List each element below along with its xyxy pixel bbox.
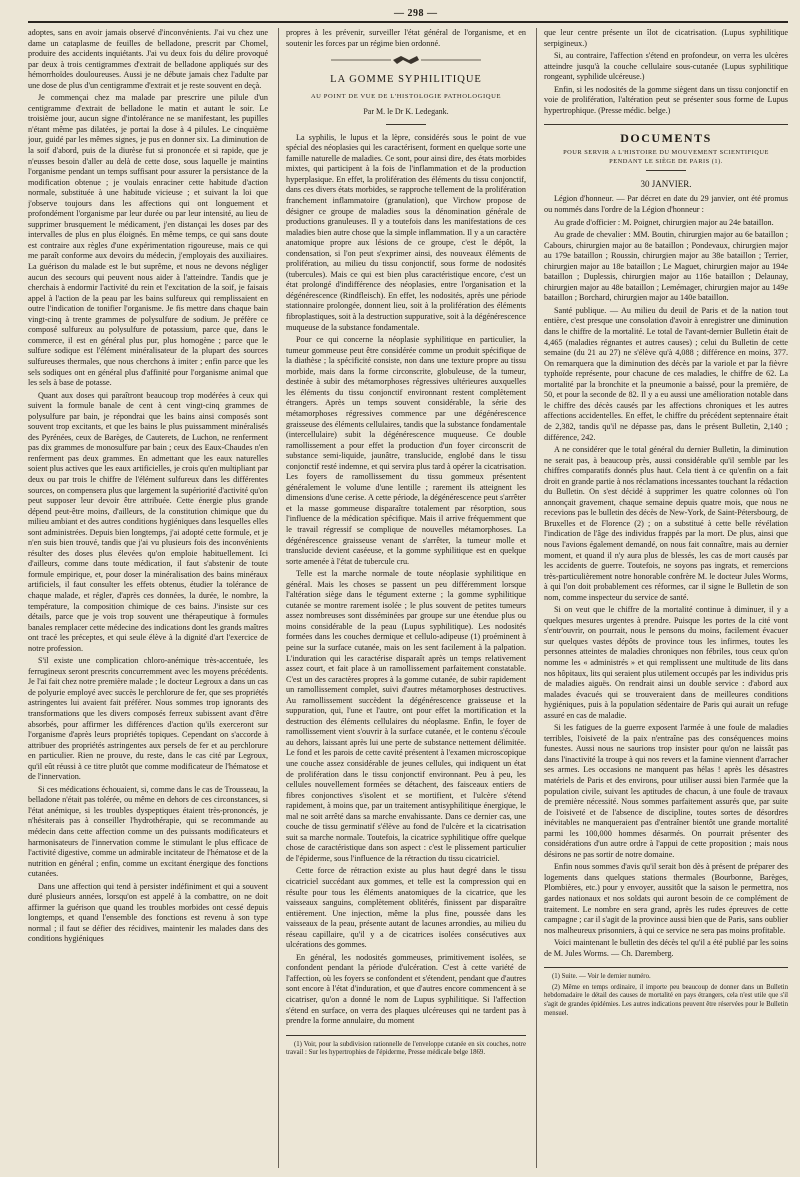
paragraph: Dans une affection qui tend à persister indéfiniment et qui a souvent duré plusieurs années, lorsqu'on est appelé à la combattre, on ne doit affirmer la guérison que quand les troubles morbides ont cessé depuis longtemps, et quand l'ensemble des fonctions est revenu à son type normal ; il faut se défier des récidives, maintenir les malades dans des conditions hygiéniques	[28, 881, 268, 944]
paragraph: Quant aux doses qui paraîtront beaucoup trop modérées à ceux qui suivent la formule banale de cent à cent vingt-cinq grammes de polysulfure par bain, je répondrai que les bains ainsi composés sont souvent trop excitants, et que les bains le plus puissamment minéralisés des Pyrénées, ceux de Barèges, de Cauterets, de Luchon, ne renferment pas dix grammes de monosulfure par bain ; ceux des Eaux-Chaudes n'en renferment pas deux grammes. En admettant que les eaux naturelles soient plus actives que les eaux artificielles, je crois qu'en multipliant par deux ou par trois le chiffre de l'élément sulfureux dans les différentes sources, on compensera plus que largement la supériorité d'activité qu'on peut supposer leur devoir être attribuée. Cette énergie plus grande dépend peut-être moins, d'ailleurs, de la constitution chimique que du milieu ambiant et des autres conditions hygiéniques dans lesquelles elles sont administrées. Depuis bien longtemps, j'ai adopté cette formule, et je n'en suis bien trouvé, tandis que j'ai vu plusieurs fois des inconvénients résulter des doses plus élevées qu'on emploie habituellement. Ici d'ailleurs, comme dans toute médication, il faut s'abstenir de toute formule empirique, et, pour doser la minéralisation des bains minéraux artificiels, il faut consulter les effets obtenus, étudier la tolérance de chaque malade, et régler, d'après ces données, la durée, le nombre, la température, la composition chimique de ces bains. J'insiste sur ces détails, parce que je vois trop souvent une thérapeutique à formules banales remplacer cette médecine des indications dont les grands maîtres ont tracé les préceptes, et qui seule élève à la dignité d'art l'exercice de notre profession.	[28, 390, 268, 653]
section-rule	[544, 124, 788, 125]
article-subtitle: AU POINT DE VUE DE L'HISTOLOGIE PATHOLOGIQUE	[310, 92, 502, 100]
footnote: (2) Même en temps ordinaire, il importe peu beaucoup de donner dans un Bulletin hebdomadaire le détail des causes de mortalité en pays étrangers, cela n'est utile que s'il s'agit de grandes épidémies. Les autres indications peuvent être réservées pour le Bulletin mensuel.	[544, 983, 788, 1017]
paragraph: Santé publique. — Au milieu du deuil de Paris et de la nation tout entière, c'est presque une consolation d'avoir à enregistrer une diminution dans le chiffre de la mortalité. Le total de l'avant-dernier Bulletin était de 4,465 (maladies régnantes et autres causes) ; celui du Bulletin de cette semaine (du 21 au 27) ne s'élève qu'à 4,088 ; différence en moins, 377. On remarquera que la diminution des décès par la variole et par la fièvre typhoïde représente, pour chacune de ces maladies, le chiffre de 62. La mortalité par la bronchite et la pneumonie a baissé, pour la première, de 50, et pour la seconde de 82. Il y a eu aussi une amélioration notable dans le chiffre des décès causés par les affections chroniques et les autres affections accidentelles. En effet, le chiffre du précédent septennaire était de 2,382, tandis qu'il ne dépasse pas, dans le présent Bulletin, 2,140 ; différence, 242.	[544, 305, 788, 442]
paragraph: Au grade de chevalier : MM. Boutin, chirurgien major au 6e bataillon ; Cabours, chirurgien major au 8e bataillon ; Pondevaux, chirurgien major au 179e bataillon ; Roussin, chirurgien major au 38e bataillon ; Terrier, chirurgien major au 18e bataillon ; Le Maguet, chirurgien major au 194e bataillon ; Duplessis, chirurgien major au 116e bataillon ; Delaunay, chirurgien major au 48e bataillon ; Lemémager, chirurgien major au 149e bataillon ; Borchard, chirurgien major au 140e bataillon.	[544, 230, 788, 303]
column-right	[544, 28, 788, 1168]
article-title: LA GOMME SYPHILITIQUE	[330, 74, 482, 86]
page-header	[28, 4, 788, 24]
short-rule	[386, 124, 426, 125]
paragraph: Si, au contraire, l'affection s'étend en profondeur, on verra les ulcères atteindre jusqu'à la couche cellulaire sous-cutanée (Lupus syphilitique rongeant, syphilide ulcéreuse.)	[544, 51, 788, 82]
paragraph: Je commençai chez ma malade par prescrire une pilule d'un centigramme d'extrait de belladone le matin et autant le soir. Le troisième jour, aucun signe d'intolérance ne se manifestant, les pupilles n'étant même pas dilatées, je portai la dose à 4 pilules. Le cinquième jour, guidé par les mêmes signes, je pus en donner six. La diminution de la soif d'abord, puis de la diurèse fut si prononcée et si rapide, que je n'eusses besoin d'aller au delà de cette dose, sous laquelle je maintins l'organisme pendant un temps suffisant pour assurer la persistance de la modification obtenue ; je voulais enraciner cette habitude d'action normale, substituée à une habitude vicieuse ; et suivant la loi que j'observe toujours dans les affections qui ont longuement et profondément l'organisme par leur durée ou par leur intensité, au lieu de supprimer brusquement le médicament, j'en distançai les doses par des intervalles de plus en plus éloignés. En même temps, ce qui sans doute est contraire aux règles d'une expérimentation rigoureuse, mais ce qui me paraît conforme aux devoirs du médecin, j'employais des auxiliaires. La guérison du malade est le but suprême, et nous ne devons négliger aucun des secours qui peuvent nous aider à l'atteindre. Tandis que je cherchais à endormir l'activité du rein et l'excitation de la soif, je faisais appel à l'action de la peau par les bains sulfureux qui remplissaient en outre l'indication de tonifier l'organisme. Je fis mettre dans chaque bain vingt-cinq à trente grammes de polysulfure de sodium. Je préfère ce composé sulfureux au polysulfure de potassium, parce que, dans le commerce, il est en général plus pur, plus homogène ; parce que le sulfure sodique est l'élément minéralisateur de la plupart des sources sulfureuses thermales, que nous cherchons à imiter ; enfin parce que les sels sodiques ont en général plus d'affinité pour l'organisme animal que les sels à base de potasse.	[28, 93, 268, 388]
paragraph: Si les fatigues de la guerre exposent l'armée à une foule de maladies terribles, l'oisiveté de la paix n'entraîne pas des conséquences moins funestes. Aussi nous ne saurions trop insister pour qu'on ne laissât pas dans l'inactivité la troupe à qui nos revers et la famine viennent d'arracher ses armes. Les occasions ne manquent pas hélas ! après les désastres matériels de Paris et des environs, pour utiliser aussi bien l'armée que la population civile, suivant les aptitudes de chacun, à une foule de travaux de première nécessité. Nous sommes parfaitement assurés que, par suite de l'oisiveté et de l'absence de discipline, toutes sortes de désordres inévitables ne manqueraient pas d'entraîner bientôt une grande mortalité parmi les 100,000 hommes désarmés. On pourrait présenter des considérations d'un autre ordre à l'appui de cette proposition ; mais nous désirons ne pas sortir de notre domaine.	[544, 723, 788, 859]
column-divider	[536, 28, 537, 1168]
paragraph: Enfin, si les nodosités de la gomme siègent dans un tissu conjonctif en voie de prolifération, l'altération peut se présenter sous forme de Lupus hypertrophique. (Presse médic. belge.)	[544, 84, 788, 115]
paragraph: Enfin nous sommes d'avis qu'il serait bon dès à présent de préparer des logements dans quelques stations thermales (Bourbonne, Barèges, Plombières, etc.) pour y envoyer, aussitôt que la saison le permettra, nos gardes nationaux et nos soldats qui auront besoin de ce complément de traitement. Le nombre en sera grand, après les rudes épreuves de cette campagne ; car il s'agit de la province aussi bien que de Paris, sans oublier nos malheureux prisonniers, à qui ce service ne sera pas moins profitable.	[544, 862, 788, 935]
footnote: (1) Suite. — Voir le dernier numéro.	[552, 973, 651, 981]
ornament-separator	[286, 55, 526, 67]
paragraph: Cette force de rétraction existe au plus haut degré dans le tissu cicatriciel succédant aux gommes, et telle est la compression qui en résulte pour tous les éléments anatomiques de la cicatrice, que les vaisseaux sanguins, complètement oblitérés, finissent par disparaître entièrement. Une injection, même la plus fine, poussée dans les vaisseaux de la peau, présente autant de lacunes arrondies, au milieu du réseau capillaire, qu'il y a de cicatrices isolées consécutives aux ulcérations des gommes.	[286, 866, 526, 950]
column-divider	[278, 28, 279, 1168]
article-byline: Par M. le Dr K. Ledegank.	[363, 107, 449, 117]
paragraph: adoptes, sans en avoir jamais observé d'inconvénients. J'ai vu chez une dame un cataplasme de feuilles de belladone, prescrit par Chomel, produire des accidents inquiétants. J'ai vu deux fois du délire provoqué par deux à trois centigrammes d'extrait de belladone appliqués sur des hémorrhoïdes douloureuses. Aussi je ne débute jamais chez l'adulte par une dose de plus d'un centigramme d'extrait et je reste souvent en deçà.	[28, 28, 268, 90]
short-rule	[646, 170, 686, 171]
section-subtitle	[544, 148, 788, 166]
section-subtitle-line: PENDANT LE SIÈGE DE PARIS (1).	[609, 157, 723, 165]
paragraph: A ne considérer que le total général du dernier Bulletin, la diminution ne serait pas, à beaucoup près, aussi considérable qu'il semble par les chiffres comparatifs donnés plus haut. Cela tient à ce qu'enfin on a fait droit en grande partie à nos réclamations incessantes touchant la rédaction du Bulletin. On s'est décidé à supprimer les quatre colonnes où l'on annonçait gravement, chaque semaine depuis quatre mois, que nous ne recevions pas le bulletin des décès de New-York, de Saint-Pétersbourg, de Bruxelles et de Florence (2) ; on a substitué à cette belle révélation l'indication de l'âge des individus frappés par la mort. De plus, ainsi que nous l'avions également demandé, on nous fait connaître, mais au dernier moment, et quand il n'y aura plus de blessés, les cas de mort causés par les accidents de guerre. Toutefois, ne soyons pas ingrats, et remercions très-particulièrement notre honorable confrère M. le docteur Jules Worms, à qui l'on doit probablement ces réformes, car il signe le Bulletin de son nom, comme inspecteur du service de santé.	[544, 445, 788, 602]
header-rule	[28, 21, 788, 23]
footnotes	[286, 1041, 526, 1058]
section-date: 30 JANVIER.	[640, 178, 692, 189]
paragraph: Voici maintenant le bulletin des décès tel qu'il a été publié par les soins de M. Jules Worms. — Ch. Daremberg.	[544, 938, 788, 958]
paragraph: Telle est la marche normale de toute néoplasie syphilitique en général. Mais les choses se passent un peu différemment lorsque l'altération siège dans le tégument externe ; la gomme syphilitique cutanée se montre rarement isolée ; le plus souvent de petites tumeurs assez nombreuses sont disséminées par groupe sur une étendue plus ou moins considérable de la peau (Lupus syphilitique). Les nodosités formées dans les couches dermique et cellulo-adipeuse (1) proéminent à peine sur la surface cutanée, mais on les sent facilement à la palpation. L'induration qui les caractérise disparaît après un temps relativement assez court, et fait place à un ramollissement parfaitement constatable. C'est un des caractères propres à la gomme cutanée, de subir rapidement un ramollissement complet, suivi d'autres métamorphoses destructives. Au ramollissement succèdent la dégénérescence graisseuse et la suppuration, qui, l'une et l'autre, ont pour effet la mortification et la destruction des éléments cellulaires du néoplasme. Enfin, le foyer de ramollissement vient s'ouvrir à la surface cutanée, et le contenu s'écoule au dehors, laissant après lui une perte de substance nettement délimitée. Le fond et les parois de cette cavité présentent à l'examen microscopique une couche assez considérable de jeunes cellules, qui indiquent un état de prolifération dans le tissu conjonctif environnant. Peu à peu, les cellules nouvellement formées se détachent, des faisceaux entiers de fibres conjonctives s'isolent et se mortifient, et l'ulcère s'étend rapidement, à moins que, par un traitement antisyphilitique énergique, le mal ne soit arrêté dans sa marche envahissante. Dans ce dernier cas, une couche de tissu germinatif s'élève au fond de l'ulcère et la cicatrisation suit sa marche normale. Toutefois, la cicatrice syphilitique offre quelque chose de caractéristique dans son aspect : c'est le plissement particulier de l'épiderme, sous l'influence de la rétraction du tissu cicatriciel.	[286, 569, 526, 863]
ornament-icon	[331, 55, 481, 65]
paragraph: propres à les prévenir, surveiller l'état général de l'organisme, et en soutenir les forces par un régime bien ordonné.	[286, 28, 526, 48]
column-middle	[286, 28, 526, 1168]
paragraph: Si on veut que le chiffre de la mortalité continue à diminuer, il y a quelques mesures urgentes à prendre. Puisque les portes de la cité vont s'entr'ouvrir, on pourrait, nous le pensons du moins, facilement évacuer sur quelques vastes dépôts de province tous les infirmes, toutes les personnes atteintes de maladies chroniques non fébriles, tous ceux qu'on nomme les « administrés » et qui remplissent une multitude de lits dans nos hôpitaux, lits qui seraient plus utilement occupés par les individus pris de maladies aiguës. On rendrait ainsi un double service : d'abord aux malades évacués qui se trouveraient dans de meilleures conditions hygiéniques, puis à la population sédentaire de Paris qui aurait un refuge assuré en cas de maladie.	[544, 605, 788, 720]
footnote: (1) Voir, pour la subdivision rationnelle de l'enveloppe cutanée en six couches, notre travail : Sur les hypertrophies de l'épiderme, Presse médicale belge 1869.	[286, 1040, 526, 1057]
footnote-rule	[286, 1035, 526, 1036]
paragraph: Au grade d'officier : M. Poignet, chirurgien major au 24e bataillon.	[554, 217, 774, 227]
page-number: — 298 —	[394, 8, 438, 19]
paragraph: Si ces médications échouaient, si, comme dans le cas de Trousseau, la belladone n'était pas tolérée, ou même en dehors de ces circonstances, si l'état anémique, si les troubles dyspeptiques étaient très-prononcés, je n'hésiterais pas à conseiller l'hydrothérapie, qui se recommande au médecin dans cette affection comme un des puissants modificateurs et harmonisateurs de l'innervation comme le stimulant le plus efficace de l'activité digestive, comme un admirable incitateur de l'hématose et de la nutrition en général ; enfin, comme un excitant énergique des fonctions cutanées.	[28, 784, 268, 879]
section-subtitle-line: POUR SERVIR A L'HISTOIRE DU MOUVEMENT SCIENTIFIQUE	[563, 148, 769, 156]
column-left	[28, 28, 268, 1168]
footnote-rule	[544, 967, 788, 968]
paragraph: En général, les nodosités gommeuses, primitivement isolées, se confondent pendant la période d'ulcération. C'est à cette variété de l'affection, où les foyers se confondent et s'étendent, pendant que d'autres sont encore à l'état d'induration, et que d'autres encore commencent à se cicatriser, qu'on a donné le nom de Lupus syphilitique. Si l'affection s'étend en surface, on verra des plaques ulcéreuses qui ne tardent pas à prendre la forme annulaire, du moment	[286, 952, 526, 1026]
paragraph: que leur centre présente un îlot de cicatrisation. (Lupus syphilitique serpigineux.)	[544, 28, 788, 48]
columns	[28, 28, 788, 1168]
footnotes	[544, 973, 788, 1018]
paragraph: S'il existe une complication chloro-anémique très-accentuée, les ferrugineux seront prescrits concurremment avec les moyens précédents. Je l'ai fait chez notre première malade ; le docteur Legroux a dans un cas de polyurie employé avec succès le perchlorure de fer, que ses propriétés astringentes lui avaient fait préférer. Nous sommes trop ignorants des transformations que les divers composés ferreux subissent avant d'être absorbés, pour affirmer les différences d'action qu'ils exerceront sur l'organisme d'après leurs propriétés topiques. Cependant on s'accorde à attribuer des propriétés astringentes aux persels de fer et au perchlorure en particulier. Rien ne prouve, du reste, dans le cas cité par Legroux, qu'il eût réussi à ce titre plutôt que comme modificateur de l'hématose et de l'innervation.	[28, 656, 268, 782]
paragraph: Légion d'honneur. — Par décret en date du 29 janvier, ont été promus ou nommés dans l'ordre de la Légion d'honneur :	[544, 194, 788, 215]
paragraph: Pour ce qui concerne la néoplasie syphilitique en particulier, la tumeur gommeuse peut être considérée comme un produit spécifique de la diathèse ; la spécificité consiste, non dans une texture propre au tissu morbide, mais dans la forme circonscrite, globuleuse, de la tumeur, destinée à subir des métamorphoses régressives ultérieures auxquelles les éléments du tissu conjonctif environnant restent complètement étrangers. Après un temps souvent considérable, la série des métamorphoses régressives commence par une dégénérescence graisseuse des éléments cellulaires, tandis que la substance fondamentale (intercellulaire) subit la dégénérescence muqueuse. Ce double ramollissement a pour effet la production d'un foyer circonscrit de substance semi-liquide, jaunâtre, translucide, englobé dans le tissu conjonctif resté indemne, et qui servira plus tard à opérer la cicatrisation. Les foyers de ramollissement du tissu gommeux présentent généralement le volume d'une lentille ; rarement ils atteignent les dimensions d'une cerise. A cette période, la dégénérescence peut s'arrêter et la masse gommeuse disparaître totalement par résorption, sous l'influence de la médication spécifique. Mais il arrive fréquemment que le travail régressif se complique de nouvelles métamorphoses. La dégénérescence graisseuse venant de s'arrêter, la tumeur molle et translucide devient caséeuse, et la gomme syphilitique est en quelque sorte amenée à l'état de tubercule cru.	[286, 335, 526, 566]
paragraph: La syphilis, le lupus et la lèpre, considérés sous le point de vue spécial des néoplasies qui les caractérisent, forment en quelque sorte une famille naturelle de maladies. Ce sont, pour ainsi dire, des états morbides mixtes, qui participent à la fois de l'inflammation et de la production hyperplasique. En effet, la prolifération des éléments du tissu conjonctif, dans ces divers états morbides, se rapproche tellement de la prolifération franchement inflammatoire (granulation), que Virchow propose de désigner ce groupe de maladies sous la dénomination générale de productions granuleuses. Il y a toutefois dans les manifestations de ces maladies bien autre chose que la simple inflammation. Il y a un caractère anatomique propre aux lésions de ce groupe, c'est le dépôt, la condensation, si l'on peut s'exprimer ainsi, des nouveaux éléments de prolifération, au milieu du tissu conjonctif, sous forme de nodosités (tubercules). Mais ce qui est bien plus caractéristique encore, c'est un état prolongé d'indifférence des néoplasies, entre l'organisation et la dégénérescence (Rindfleisch). En effet, les nodosités, après une période stationnaire prolongée, donnent lieu, soit à la prolifération des éléments fibroplastiques, soit à la destruction suppurative, soit à la dégénérescence muqueuse de la substance fondamentale.	[286, 132, 526, 332]
section-title: DOCUMENTS	[620, 131, 712, 146]
newspaper-page	[28, 4, 788, 1172]
